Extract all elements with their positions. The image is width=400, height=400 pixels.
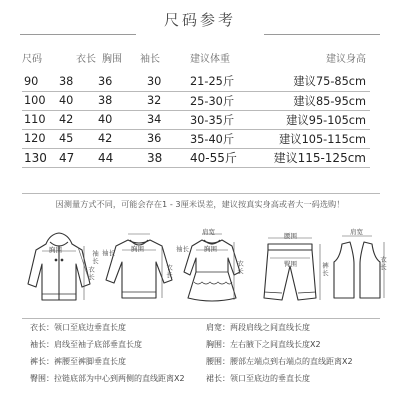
cell-length: 38 — [58, 72, 98, 91]
dress-length-label: 衣长 — [236, 260, 244, 275]
definitions-divider — [22, 318, 380, 319]
cell-sleeve: 30 — [138, 72, 190, 91]
jacket-sleeve-label: 袖长 — [91, 250, 99, 265]
definition-pants-length: 裤长：裤腰至裤脚垂直长度 — [30, 357, 126, 366]
sweater-figure — [98, 220, 180, 316]
pants-figure — [254, 220, 328, 316]
definition-waist: 腰围：腰部左端点到右端点的直线距离X2 — [206, 357, 353, 366]
dress-shoulder-label: 肩宽 — [202, 228, 215, 236]
cell-height: 建议85-95cm — [252, 91, 370, 110]
cell-length: 47 — [58, 148, 98, 167]
jacket-chest-label: 胸围 — [49, 246, 62, 254]
table-row — [22, 72, 370, 91]
definition-hip: 臀围：拉链底部为中心到两侧的直线距离X2 — [30, 374, 185, 383]
cell-size: 90 — [22, 72, 58, 91]
definition-length: 衣长：领口至底边垂直长度 — [30, 323, 126, 332]
cell-chest: 36 — [98, 72, 138, 91]
cell-size: 130 — [22, 148, 58, 167]
cell-sleeve: 32 — [138, 91, 190, 110]
cell-weight: 35-40斤 — [190, 129, 252, 148]
definition-sleeve: 袖长：肩线至袖子底部垂直长度 — [30, 340, 142, 349]
vest-length-label: 衣长 — [379, 256, 387, 271]
dress-sleeve-label: 袖长 — [176, 245, 189, 253]
pants-hip-label: 臀围 — [284, 260, 297, 268]
vest-shoulder-label: 肩宽 — [350, 228, 363, 236]
size-table — [22, 48, 370, 168]
measurement-figures — [0, 220, 400, 316]
header-size: 尺码 — [22, 54, 42, 65]
cell-size: 120 — [22, 129, 58, 148]
cell-size: 100 — [22, 91, 58, 110]
cell-height: 建议75-85cm — [252, 72, 370, 91]
cell-sleeve: 34 — [138, 110, 190, 129]
cell-sleeve: 38 — [138, 148, 190, 167]
definition-shoulder: 肩宽：两段肩线之间直线长度 — [206, 323, 310, 332]
cell-length: 42 — [58, 110, 98, 129]
title-divider-left — [20, 34, 136, 35]
sweater-sleeve-label: 袖长 — [102, 249, 115, 257]
cell-size: 110 — [22, 110, 58, 129]
jacket-length-label: 衣长 — [87, 266, 95, 281]
header-sleeve: 袖长 — [140, 54, 160, 65]
pants-length-label: 裤长 — [321, 262, 329, 277]
header-height: 建议身高 — [326, 54, 366, 65]
sweater-length-label: 衣长 — [165, 264, 173, 279]
cell-chest: 38 — [98, 91, 138, 110]
cell-weight: 25-30斤 — [190, 91, 252, 110]
cell-chest: 44 — [98, 148, 138, 167]
cell-weight: 30-35斤 — [190, 110, 252, 129]
vest-figure — [326, 220, 388, 316]
notice-divider — [22, 193, 380, 194]
cell-weight: 21-25斤 — [190, 72, 252, 91]
pants-waist-label: 腰围 — [284, 232, 297, 240]
table-row — [22, 110, 370, 129]
header-weight: 建议体重 — [190, 54, 230, 65]
table-row — [22, 148, 370, 167]
cell-chest: 40 — [98, 110, 138, 129]
cell-length: 45 — [58, 129, 98, 148]
cell-height: 建议115-125cm — [252, 148, 370, 167]
definition-chest: 胸围：左右腋下之间直线长度X2 — [206, 340, 321, 349]
title-divider-right — [264, 34, 380, 35]
measurement-notice: 因测量方式不同，可能会存在1 - 3厘米误差，建议按真实身高或者大一码选购！ — [55, 199, 345, 209]
title-area — [0, 0, 400, 38]
jacket-figure — [18, 220, 100, 316]
page-title: 尺码参考 — [163, 11, 236, 29]
cell-length: 40 — [58, 91, 98, 110]
cell-weight: 40-55斤 — [190, 148, 252, 167]
dress-figure — [174, 220, 250, 316]
table-header-row — [22, 48, 370, 72]
table-row — [22, 91, 370, 110]
definition-dress-length: 裙长：领口至底边的垂直长度 — [206, 374, 310, 383]
cell-height: 建议95-105cm — [252, 110, 370, 129]
header-length: 衣长 — [76, 54, 96, 65]
sweater-chest-label: 胸围 — [131, 245, 144, 253]
dress-chest-label: 胸围 — [204, 245, 217, 253]
table-row — [22, 129, 370, 148]
cell-sleeve: 36 — [138, 129, 190, 148]
cell-chest: 42 — [98, 129, 138, 148]
cell-height: 建议105-115cm — [252, 129, 370, 148]
header-chest: 胸围 — [102, 54, 122, 65]
